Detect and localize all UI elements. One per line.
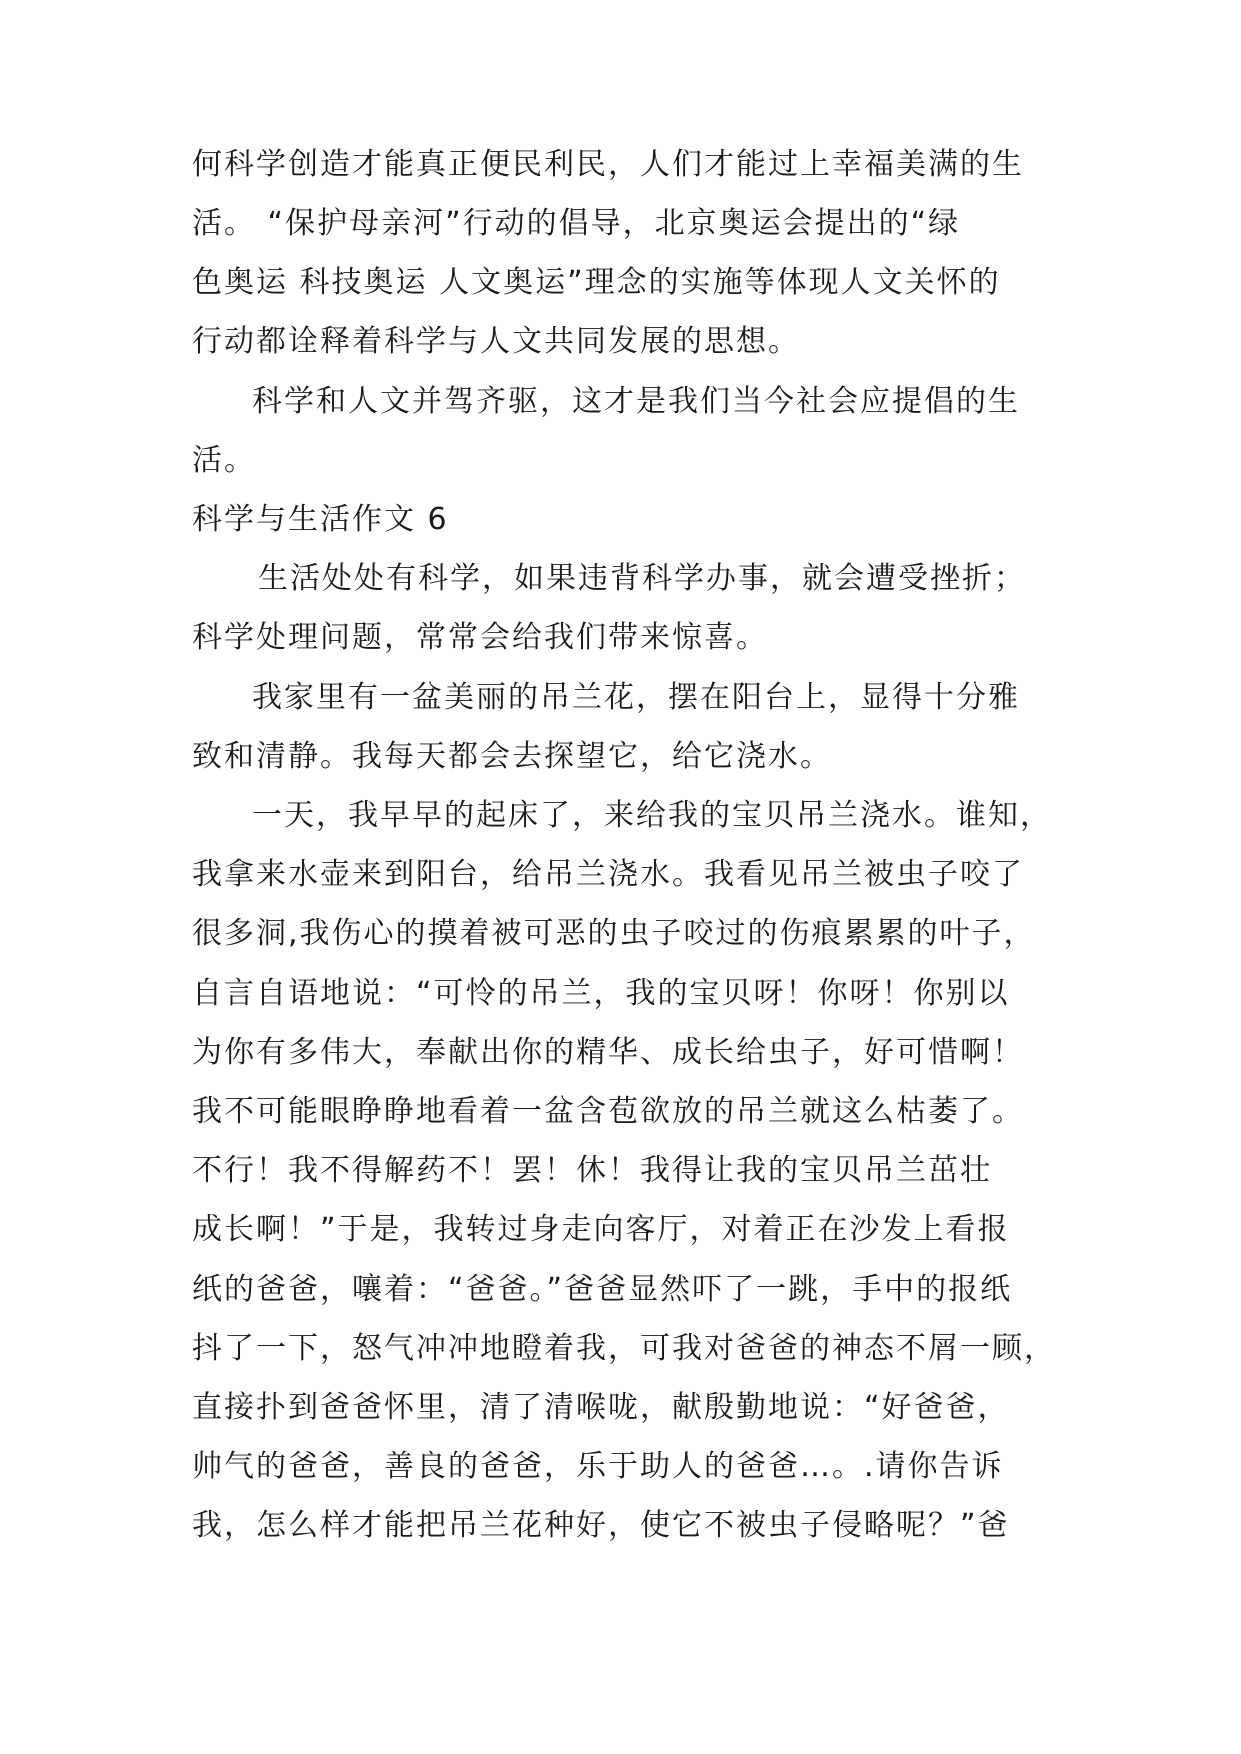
text-line: 致和清静。我每天都会去探望它，给它浇水。	[192, 739, 832, 774]
paragraph-first-line: 生活处处有科学，如果违背科学办事，就会遭受挫折；	[258, 561, 1026, 596]
text-line: 直接扑到爸爸怀里，清了清喉咙，献殷勤地说：“好爸爸，	[192, 1390, 1010, 1425]
paragraph-first-line: 一天，我早早的起床了，来给我的宝贝吊兰浇水。谁知，	[252, 798, 1052, 833]
text-line: 我拿来水壶来到阳台，给吊兰浇水。我看见吊兰被虫子咬了	[192, 857, 1024, 892]
paragraph-first-line: 我家里有一盆美丽的吊兰花，摆在阳台上，显得十分雅	[252, 680, 1020, 715]
text-line: 活。	[192, 443, 256, 478]
text-line: 行动都诠释着科学与人文共同发展的思想。	[192, 324, 800, 359]
text-line: 成长啊！”于是，我转过身走向客厅，对着正在沙发上看报	[192, 1212, 1010, 1247]
text-line: 为你有多伟大，奉献出你的精华、成长给虫子，好可惜啊！	[192, 1035, 1024, 1070]
text-line: 科学处理问题，常常会给我们带来惊喜。	[192, 620, 768, 655]
paragraph-first-line: 科学和人文并驾齐驱，这才是我们当今社会应提倡的生	[252, 384, 1020, 419]
text-line: 何科学创造才能真正便民利民，人们才能过上幸福美满的生	[192, 147, 1024, 182]
text-line: 我，怎么样才能把吊兰花种好，使它不被虫子侵略呢？”爸	[192, 1508, 1010, 1543]
text-line: 我不可能眼睁睁地看着一盆含苞欲放的吊兰就这么枯萎了。	[192, 1094, 1024, 1129]
text-line: 很多洞,我伤心的摸着被可恶的虫子咬过的伤痕累累的叶子，	[192, 916, 1036, 951]
text-line: 活。 “保护母亲河”行动的倡导，北京奥运会提出的“绿	[192, 206, 961, 241]
text-line: 纸的爸爸，嚷着：“爸爸。”爸爸显然吓了一跳，手中的报纸	[192, 1272, 1013, 1307]
text-line: 色奥运 科技奥运 人文奥运”理念的实施等体现人文关怀的	[192, 265, 1001, 300]
text-line: 抖了一下，怒气冲冲地瞪着我，可我对爸爸的神态不屑一顾，	[192, 1331, 1056, 1366]
text-line: 自言自语地说：“可怜的吊兰，我的宝贝呀！你呀！你别以	[192, 976, 1010, 1011]
text-line: 不行！我不得解药不！罢！休！我得让我的宝贝吊兰茁壮	[192, 1153, 992, 1188]
text-line: 帅气的爸爸，善良的爸爸，乐于助人的爸爸…。.请你告诉	[192, 1449, 1004, 1484]
section-heading: 科学与生活作文 6	[192, 502, 449, 537]
